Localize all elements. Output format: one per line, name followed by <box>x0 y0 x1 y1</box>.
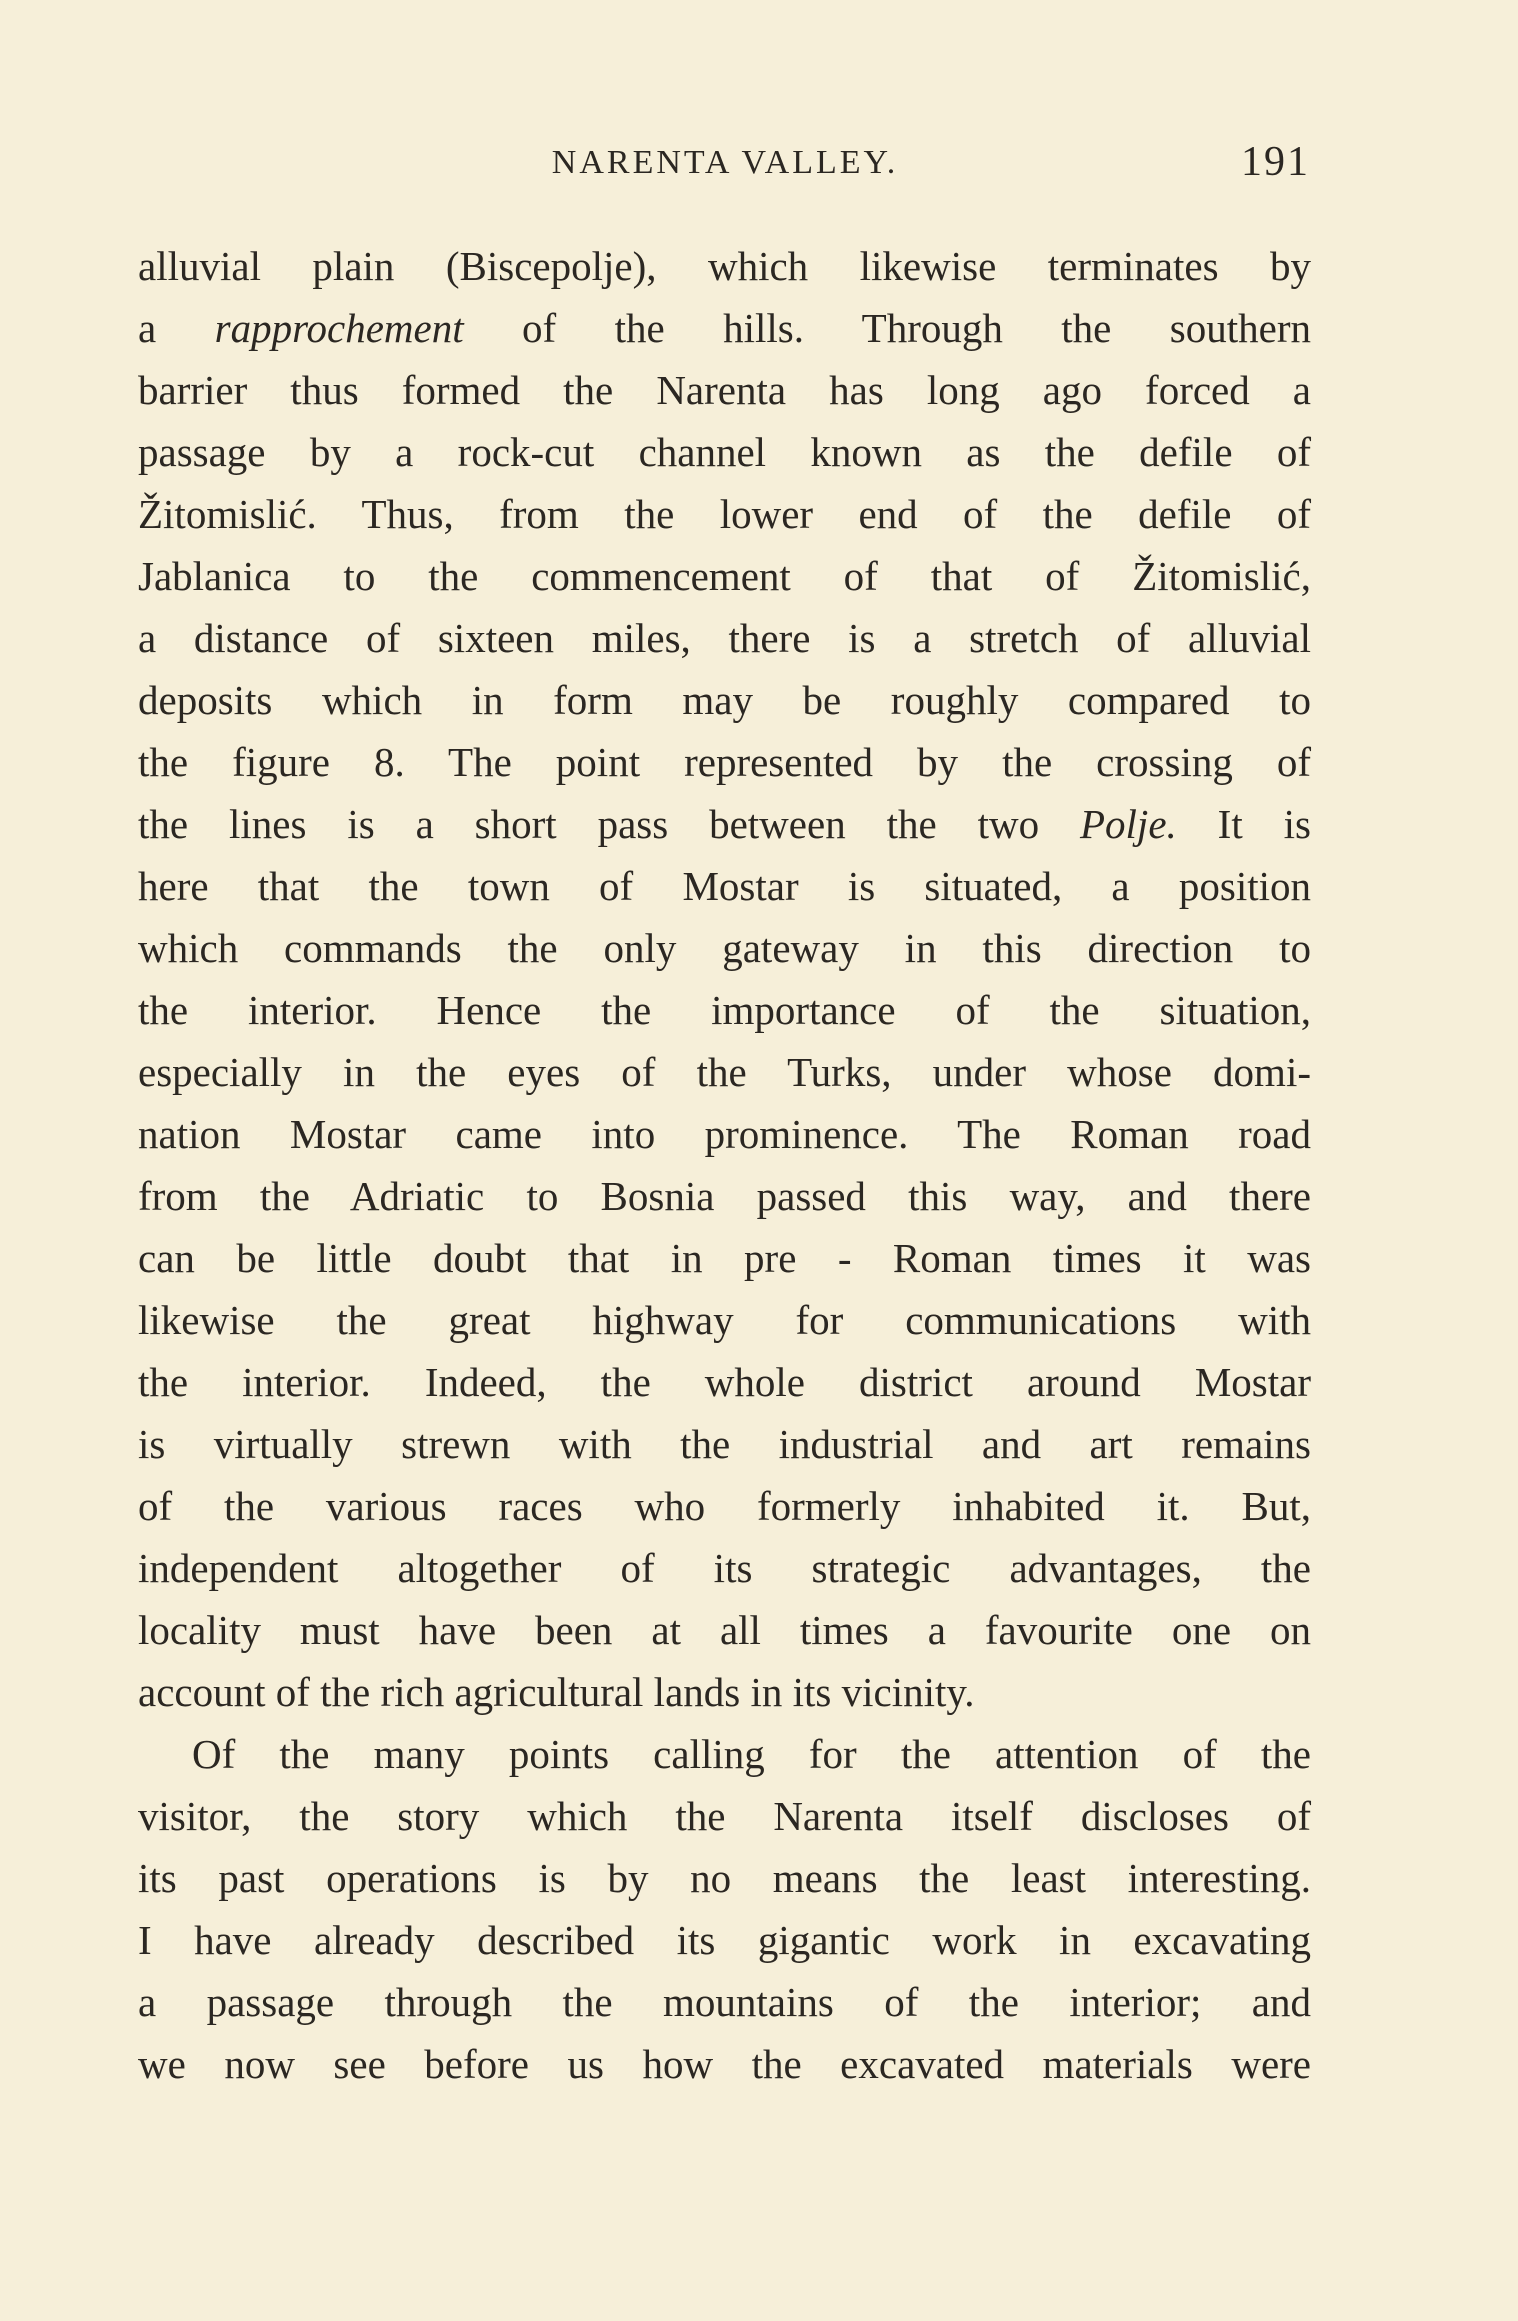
page-number: 191 <box>1241 139 1310 185</box>
text-line <box>138 297 1311 359</box>
text-line: likewise the great highway for communications with <box>138 1297 1311 1343</box>
text-span: of the hills. Through the southern <box>463 305 1311 351</box>
text-line: alluvial plain (Biscepolje), which likewise terminates by <box>138 243 1311 289</box>
text-line: independent altogether of its strategic advantages, the <box>138 1545 1311 1591</box>
text-line: visitor, the story which the Narenta itself discloses of <box>138 1793 1311 1839</box>
text-line: I have already described its gigantic work in excavating <box>138 1917 1311 1963</box>
text-line: from the Adriatic to Bosnia passed this way, and there <box>138 1173 1311 1219</box>
text-line: which commands the only gateway in this direction to <box>138 925 1311 971</box>
running-head <box>140 138 1310 198</box>
text-line: can be little doubt that in pre - Roman times it was <box>138 1235 1311 1281</box>
text-line: the interior. Indeed, the whole district around Mostar <box>138 1359 1311 1405</box>
text-line: Of the many points calling for the attention of the <box>192 1731 1311 1777</box>
text-line: a passage through the mountains of the interior; and <box>138 1979 1311 2025</box>
text-line: is virtually strewn with the industrial and art remains <box>138 1421 1311 1467</box>
text-line <box>138 793 1311 855</box>
text-line: Žitomislić. Thus, from the lower end of the defile of <box>138 491 1311 537</box>
text-line: its past operations is by no means the least interesting. <box>138 1855 1311 1901</box>
text-line: the interior. Hence the importance of the situation, <box>138 987 1311 1033</box>
text-line: especially in the eyes of the Turks, under whose domi- <box>138 1049 1311 1095</box>
text-line: the figure 8. The point represented by the crossing of <box>138 739 1311 785</box>
italic-term: Polje. <box>1080 801 1177 847</box>
text-line: deposits which in form may be roughly compared to <box>138 677 1311 723</box>
text-line: nation Mostar came into prominence. The Roman road <box>138 1111 1311 1157</box>
italic-term: rapprochement <box>214 305 464 351</box>
text-line: we now see before us how the excavated materials were <box>138 2041 1311 2087</box>
text-line: barrier thus formed the Narenta has long ago forced a <box>138 367 1311 413</box>
text-span: It is <box>1176 801 1311 847</box>
running-title: NARENTA VALLEY. <box>551 144 899 181</box>
text-line: locality must have been at all times a favourite one on <box>138 1607 1311 1653</box>
text-line: Jablanica to the commencement of that of Žitomislić, <box>138 553 1311 599</box>
body-text <box>138 235 1311 2095</box>
text-span: a <box>138 305 215 351</box>
text-line: of the various races who formerly inhabited it. But, <box>138 1483 1311 1529</box>
text-span: the lines is a short pass between the two <box>138 801 1080 847</box>
text-line: here that the town of Mostar is situated, a position <box>138 863 1311 909</box>
text-line: account of the rich agricultural lands in its vicinity. <box>138 1669 975 1715</box>
text-line: passage by a rock-cut channel known as the defile of <box>138 429 1311 475</box>
text-line: a distance of sixteen miles, there is a stretch of alluvial <box>138 615 1311 661</box>
